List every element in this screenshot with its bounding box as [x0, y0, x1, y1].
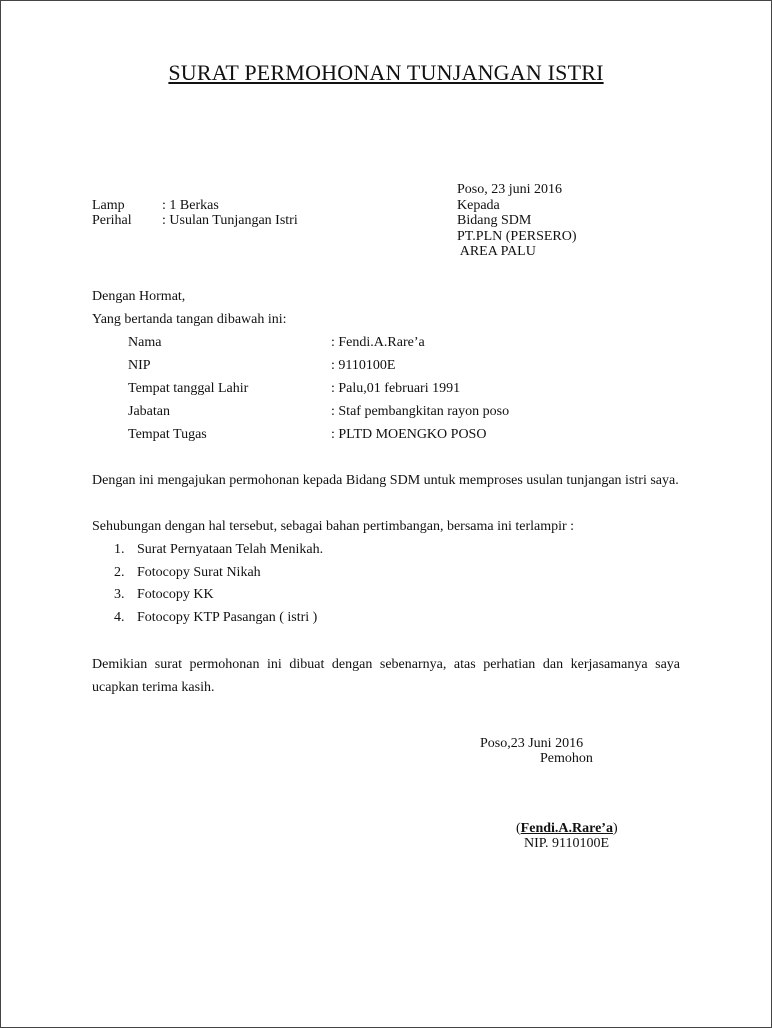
- meta-value: : Usulan Tunjangan Istri: [162, 213, 298, 228]
- identity-label: Tempat Tugas: [128, 427, 207, 442]
- identity-value: : 9110100E: [331, 358, 396, 373]
- list-item: Fotocopy KK: [137, 587, 214, 602]
- signatory-nip: NIP. 9110100E: [524, 836, 610, 851]
- list-item: Fotocopy KTP Pasangan ( istri ): [137, 610, 318, 625]
- list-number: 1.: [114, 542, 125, 557]
- identity-label: NIP: [128, 358, 151, 373]
- identity-value: : PLTD MOENGKO POSO: [331, 427, 487, 442]
- closing-paragraph: Demikian surat permohonan ini dibuat dengan sebenarnya, atas perhatian dan kerjasamanya saya ucapkan terima kasih.: [92, 657, 680, 695]
- identity-value: : Palu,01 februari 1991: [331, 381, 461, 396]
- body-paragraph: Sehubungan dengan hal tersebut, sebagai bahan pertimbangan, bersama ini terlampir :: [92, 519, 575, 534]
- body-paragraph: Dengan ini mengajukan permohonan kepada Bidang SDM untuk memproses usulan tunjangan istri saya.: [92, 473, 679, 488]
- list-number: 4.: [114, 610, 125, 625]
- meta-value: : 1 Berkas: [162, 198, 219, 213]
- recipient-line: Bidang SDM: [457, 213, 532, 228]
- intro-text: Yang bertanda tangan dibawah ini:: [92, 312, 287, 327]
- meta-label: Lamp: [92, 198, 125, 213]
- letter-date: Poso, 23 juni 2016: [457, 182, 563, 197]
- list-number: 2.: [114, 565, 125, 580]
- signature-date: Poso,23 Juni 2016: [480, 736, 584, 751]
- paren: ): [612, 821, 618, 836]
- signature-role: Pemohon: [540, 751, 593, 766]
- recipient-line: AREA PALU: [457, 244, 536, 259]
- meta-label: Perihal: [92, 213, 132, 228]
- list-item: Fotocopy Surat Nikah: [137, 565, 261, 580]
- list-item: Surat Pernyataan Telah Menikah.: [137, 542, 324, 557]
- paren: (: [516, 821, 521, 836]
- list-number: 3.: [114, 587, 125, 602]
- signatory-name-text: Fendi.A.Rare’a: [520, 821, 613, 836]
- identity-label: Tempat tanggal Lahir: [128, 381, 249, 396]
- identity-value: : Staf pembangkitan rayon poso: [331, 404, 510, 419]
- recipient-line: PT.PLN (PERSERO): [457, 229, 577, 244]
- signatory-name: [516, 821, 618, 837]
- greeting: Dengan Hormat,: [92, 289, 186, 304]
- recipient-line: Kepada: [457, 198, 500, 213]
- identity-label: Nama: [128, 335, 162, 350]
- identity-label: Jabatan: [128, 404, 170, 419]
- identity-value: : Fendi.A.Rare’a: [331, 335, 425, 350]
- document-title: SURAT PERMOHONAN TUNJANGAN ISTRI: [168, 60, 604, 85]
